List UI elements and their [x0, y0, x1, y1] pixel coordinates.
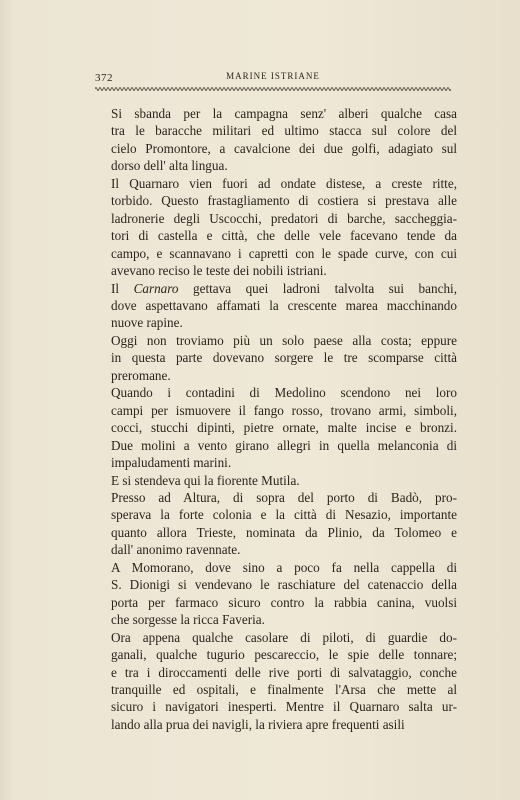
text-line: Presso ad Altura, di sopra del porto di Badò, pro- — [111, 489, 457, 505]
text-line: cocci, stucchi dipinti, pietre ornate, malte incise e bronzi. — [111, 420, 457, 436]
italic-place-name: Carnaro — [133, 280, 179, 296]
text-line: Il Quarnaro vien fuori ad ondate distese, a creste ritte, — [111, 175, 457, 191]
text-line: Ora appena qualche casolare di piloti, di guardie do- — [111, 629, 457, 645]
text-line: tra le baracche militari ed ultimo stacca sul colore del — [111, 123, 457, 139]
page-header — [95, 66, 451, 86]
text-line: A Momorano, dove sino a poco fa nella cappella di — [111, 559, 457, 575]
paragraph — [95, 559, 457, 629]
text-line: che sorgesse la ricca Faveria. — [111, 612, 265, 628]
text-line: sicuro i navigatori inesperti. Mentre il Quarnaro salta ur- — [111, 699, 457, 715]
text-line: dove aspettavano affamati la crescente marea macchinando — [111, 297, 457, 313]
text-line: preromane. — [111, 367, 171, 383]
paragraph — [95, 105, 457, 175]
paragraph — [95, 384, 457, 471]
text-line: in questa parte dovevano sorgere le tre scomparse città — [111, 350, 457, 366]
text-segment: gettava quei ladroni talvolta sui banchi, — [178, 280, 457, 296]
text-line: sperava la forte colonia e la città di Nesazio, importante — [111, 507, 457, 523]
paragraph — [95, 629, 457, 734]
text-line: ganali, qualche tugurio pescareccio, le spie delle tonnare; — [111, 647, 457, 663]
text-line: S. Dionigi si vendevano le raschiature del catenaccio della — [111, 577, 457, 593]
body-text — [95, 105, 457, 733]
text-line: nuove rapine. — [111, 315, 183, 331]
text-line: porta per farmaco sicuro contro la rabbia canina, vuolsi — [111, 594, 457, 610]
text-line: Oggi non troviamo più un solo paese alla costa; eppure — [111, 332, 457, 348]
text-line — [95, 280, 457, 297]
text-line: Si sbanda per la campagna senz' alberi qualche casa — [111, 106, 457, 121]
paragraph — [95, 332, 457, 384]
text-line: dall' anonimo ravennate. — [111, 542, 241, 558]
paragraph — [95, 280, 457, 332]
text-line: E si stendeva qui la fiorente Mutila. — [111, 472, 300, 488]
text-line: Due molini a vento girano allegri in quella melanconia di — [111, 437, 457, 453]
text-line: tranquille ed ospitali, e finalmente l'Arsa che mette al — [111, 681, 457, 697]
page-number: 372 — [95, 72, 113, 84]
text-line: torbido. Questo frastagliamento di costiera si prestava alle — [111, 193, 457, 209]
text-line: Quando i contadini di Medolino scendono nei loro — [111, 385, 457, 401]
paragraph — [95, 472, 457, 489]
decorative-wavy-rule — [95, 86, 451, 92]
text-line: lando alla prua dei navigli, la riviera apre frequenti asili — [111, 716, 405, 732]
paragraph — [95, 489, 457, 559]
text-line: avevano reciso le teste dei nobili istriani. — [111, 263, 327, 279]
text-line: campi per ismuovere il fango rosso, trovano armi, simboli, — [111, 402, 457, 418]
text-line: e tra i diroccamenti delle rive porti di salvataggio, conche — [111, 664, 457, 680]
text-line: tori di castella e città, che delle vele facevano tende da — [111, 228, 457, 244]
text-segment: Il — [111, 280, 134, 296]
text-line: quanto allora Trieste, nominata da Plinio, da Tolomeo e — [111, 524, 457, 540]
text-line: ladronerie degli Uscocchi, predatori di barche, saccheggia- — [111, 210, 457, 226]
paragraph — [95, 175, 457, 280]
text-line: campo, e scannavano i capretti con le spade curve, con cui — [111, 245, 457, 261]
text-line: dorso dell' alta lingua. — [111, 158, 228, 174]
text-line: cielo Promontore, a cavalcione dei due golfi, adagiato sul — [111, 140, 457, 156]
text-line: impaludamenti marini. — [111, 455, 232, 471]
running-head: MARINE ISTRIANE — [226, 71, 320, 81]
